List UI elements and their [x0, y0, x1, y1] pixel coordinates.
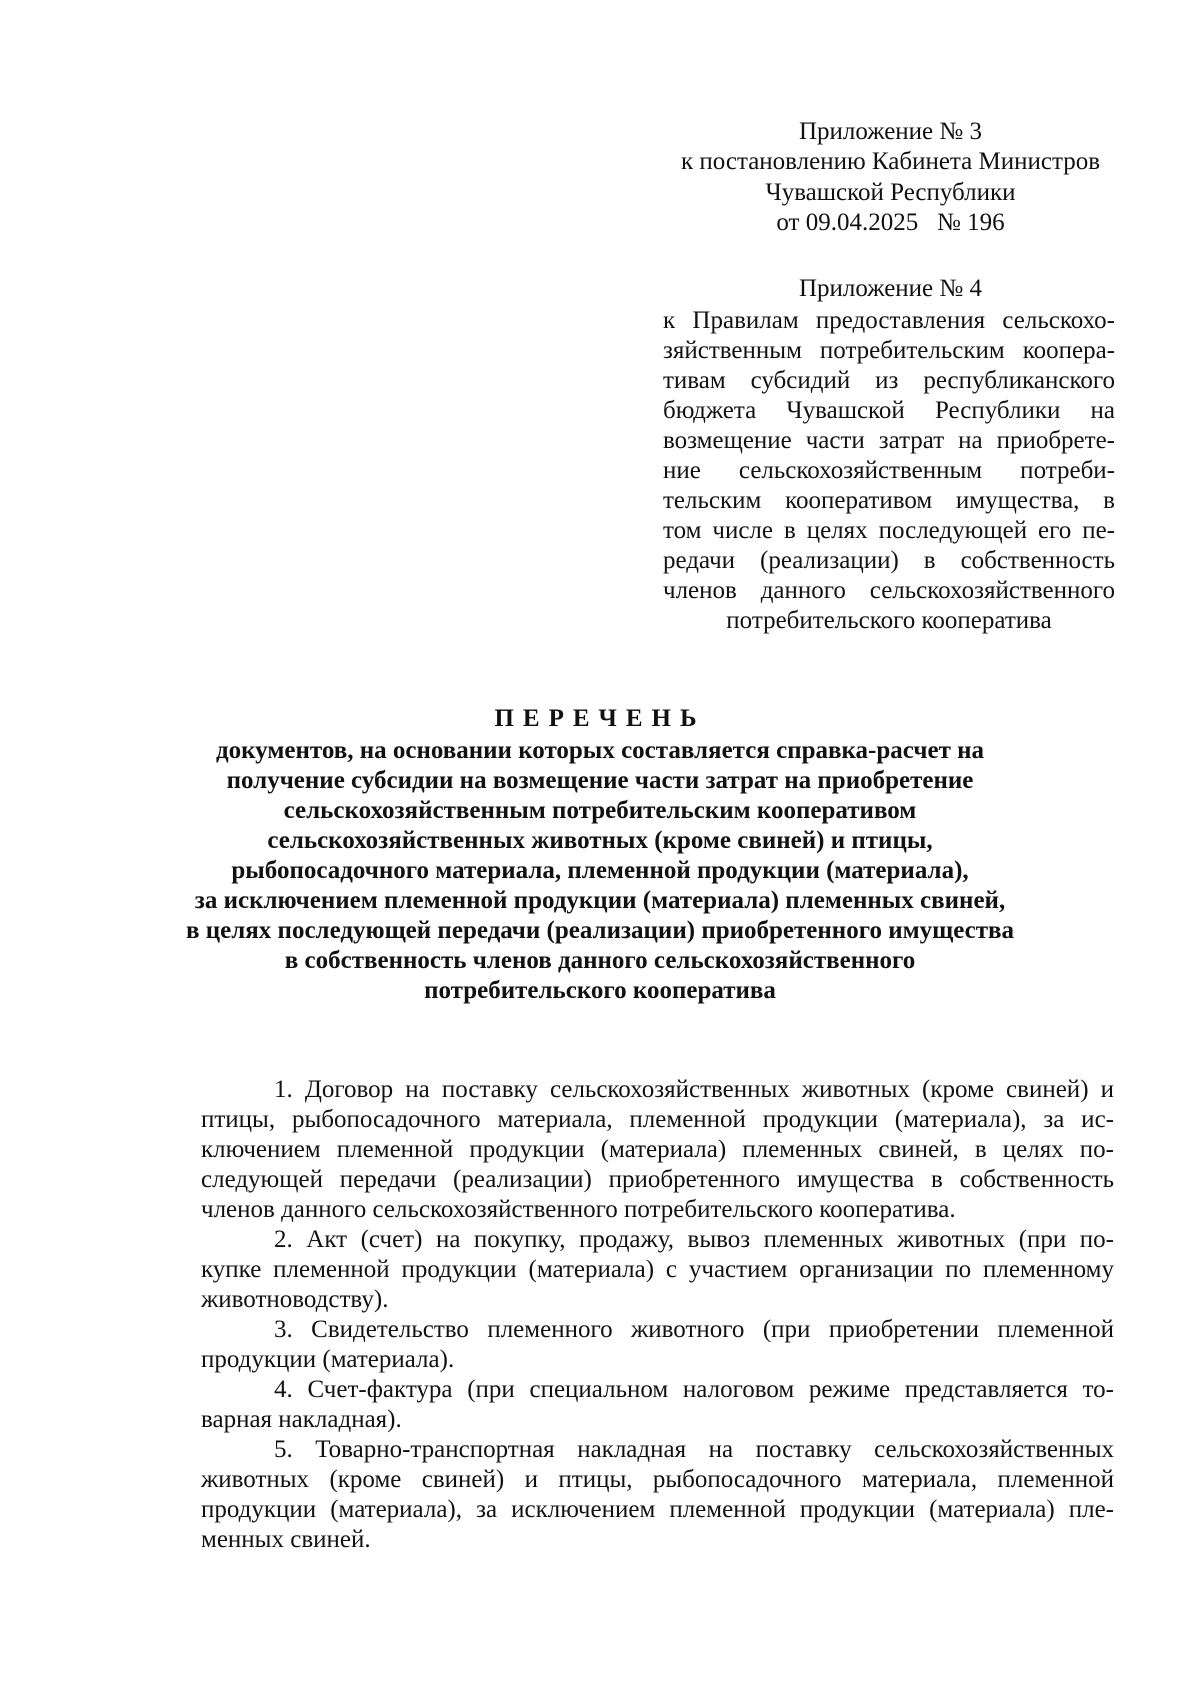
heading-line: потребительского кооператива: [424, 977, 776, 1004]
list-item-line: животных (кроме свиней) и птицы, рыбопосадочного материала, племенной: [201, 1466, 1114, 1493]
list-item-line: животноводству).: [201, 1286, 389, 1313]
list-item-line: 2. Акт (счет) на покупку, продажу, вывоз племенных животных (при по-: [274, 1226, 1114, 1253]
rules-line: тивам субсидий из республиканского: [663, 367, 1115, 394]
appendix4-title: Приложение № 4: [798, 275, 983, 302]
rules-line: бюджета Чувашской Республики на: [663, 397, 1115, 424]
heading-line: документов, на основании которых составляется справка-расчет на: [215, 737, 985, 764]
list-item-line: варная накладная).: [201, 1406, 402, 1433]
list-item: [201, 1375, 1114, 1435]
rules-line: том числе в целях последующей его пе-: [663, 517, 1115, 544]
rules-line: членов данного сельскохозяйственного: [663, 577, 1115, 604]
appendix4-rules-reference: [663, 306, 1115, 636]
rules-line: тельским кооперативом имущества, в: [663, 487, 1115, 514]
heading-line: сельскохозяйственных животных (кроме свиней) и птицы,: [267, 827, 933, 854]
list-item-line: птицы, рыбопосадочного материала, племенной продукции (материала), за ис-: [201, 1106, 1114, 1133]
rules-line: ние сельскохозяйственным потреби-: [663, 457, 1115, 484]
heading-line: получение субсидии на возмещение части затрат на приобретение: [226, 767, 974, 794]
list-item: [201, 1315, 1114, 1375]
list-item-line: следующей передачи (реализации) приобретенного имущества в собственность: [201, 1166, 1114, 1193]
list-item-line: членов данного сельскохозяйственного потребительского кооператива.: [201, 1196, 956, 1223]
rules-line: зяйственным потребительским коопера-: [663, 337, 1115, 364]
list-item-line: продукции (материала).: [201, 1346, 455, 1373]
heading-line: сельскохозяйственным потребительским кооперативом: [283, 797, 917, 824]
heading-line: за исключением племенной продукции (материала) племенных свиней,: [194, 887, 1006, 914]
list-item-line: продукции (материала), за исключением племенной продукции (материала) пле-: [201, 1496, 1114, 1523]
appendix3-decree-line: к постановлению Кабинета Министров: [680, 148, 1101, 175]
list-item-line: 4. Счет-фактура (при специальном налоговом режиме представляется то-: [274, 1376, 1114, 1403]
list-item-line: менных свиней.: [201, 1526, 371, 1553]
document-title: ПЕРЕЧЕНЬ: [494, 705, 706, 732]
list-item: [201, 1435, 1114, 1555]
appendix3-date-number: от 09.04.2025 № 196: [776, 209, 1005, 236]
heading-line: рыбопосадочного материала, племенной продукции (материала),: [231, 857, 969, 884]
list-item-line: 3. Свидетельство племенного животного (при приобретении племенной: [274, 1316, 1114, 1343]
heading-line: в целях последующей передачи (реализации) приобретенного имущества: [185, 917, 1015, 944]
list-item-line: купке племенной продукции (материала) с участием организации по племенному: [201, 1256, 1114, 1283]
document-heading: [0, 704, 1200, 1006]
list-item: [201, 1225, 1114, 1315]
rules-line: потребительского кооператива: [726, 607, 1052, 634]
documents-list: [201, 1075, 1114, 1555]
list-item-line: 5. Товарно-транспортная накладная на поставку сельскохозяйственных: [274, 1436, 1114, 1463]
list-item-line: ключением племенной продукции (материала) племенных свиней, в целях по-: [201, 1136, 1114, 1163]
rules-line: возмещение части затрат на приобрете-: [663, 427, 1115, 454]
rules-line: к Правилам предоставления сельскохо-: [663, 307, 1115, 334]
rules-line: редачи (реализации) в собственность: [663, 547, 1115, 574]
list-item-line: 1. Договор на поставку сельскохозяйственных животных (кроме свиней) и: [274, 1076, 1114, 1103]
list-item: [201, 1075, 1114, 1225]
appendix3-republic-line: Чувашской Республики: [765, 179, 1016, 206]
heading-line: в собственность членов данного сельскохозяйственного: [284, 947, 916, 974]
appendix3-title: Приложение № 3: [798, 118, 983, 145]
